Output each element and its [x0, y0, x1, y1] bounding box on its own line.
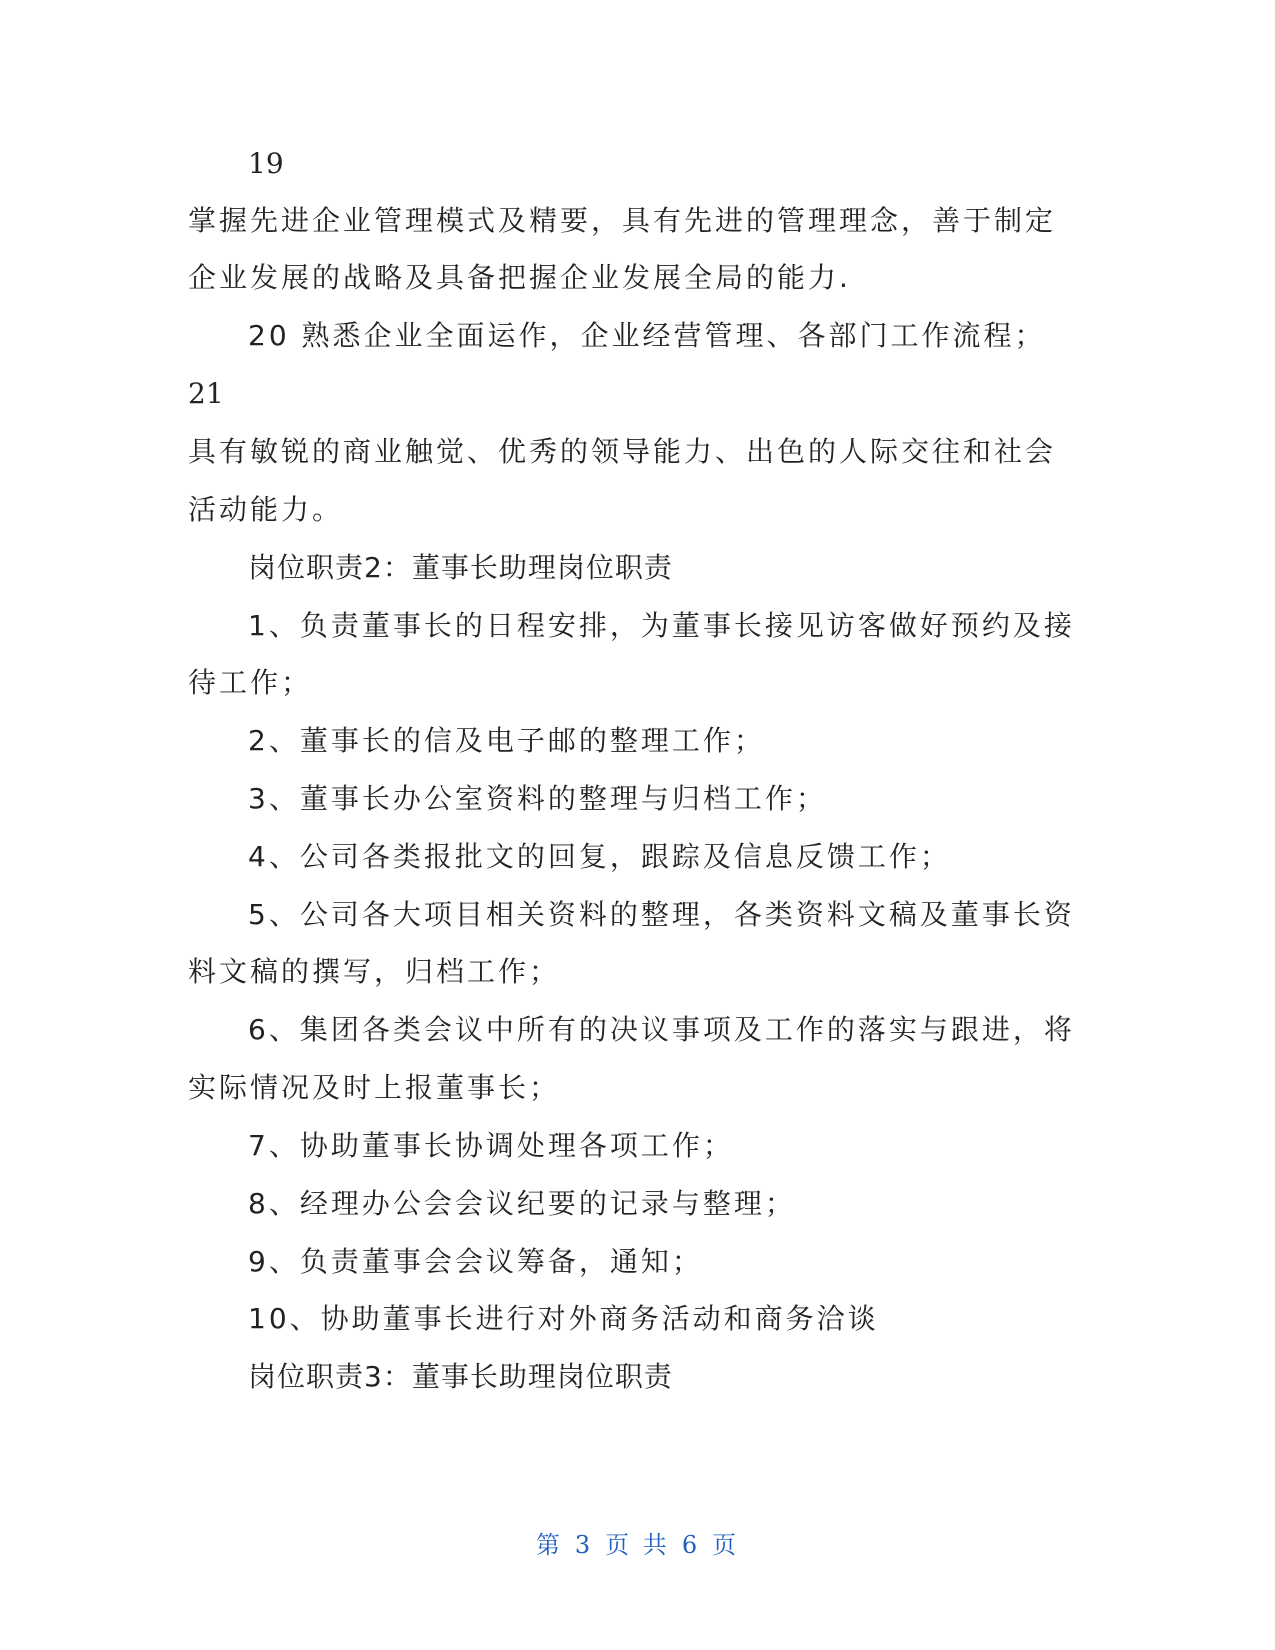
list-item: 4、公司各类报批文的回复，跟踪及信息反馈工作； [248, 840, 951, 873]
footer-prefix: 第 [535, 1531, 563, 1559]
list-item: 2、董事长的信及电子邮的整理工作； [248, 724, 765, 757]
list-item-continuation: 待工作； [188, 666, 313, 699]
list-item: 8、经理办公会会议纪要的记录与整理； [248, 1187, 796, 1220]
item-number-21: 21 [188, 377, 224, 410]
paragraph-line: 具有敏锐的商业触觉、优秀的领导能力、出色的人际交往和社会 [188, 435, 1057, 468]
paragraph-line: 20 熟悉企业全面运作，企业经营管理、各部门工作流程； [248, 319, 1046, 352]
list-item: 7、协助董事长协调处理各项工作； [248, 1129, 734, 1162]
paragraph-line: 企业发展的战略及具备把握企业发展全局的能力. [188, 261, 851, 294]
list-item-continuation: 实际情况及时上报董事长； [188, 1071, 561, 1104]
list-item: 5、公司各大项目相关资料的整理，各类资料文稿及董事长资 [248, 898, 1075, 931]
list-item: 10、协助董事长进行对外商务活动和商务洽谈 [248, 1302, 879, 1335]
paragraph-line: 活动能力。 [188, 493, 344, 526]
item-number-19: 19 [248, 147, 284, 180]
footer-middle: 页 共 [605, 1531, 670, 1559]
list-item-continuation: 料文稿的撰写，归档工作； [188, 955, 561, 988]
footer-total-pages: 6 [681, 1531, 701, 1559]
section-heading: 岗位职责2：董事长助理岗位职责 [248, 551, 673, 584]
list-item: 1、负责董事长的日程安排，为董事长接见访客做好预约及接 [248, 609, 1075, 642]
footer-suffix: 页 [712, 1531, 740, 1559]
page-footer [0, 1530, 1275, 1560]
list-item: 6、集团各类会议中所有的决议事项及工作的落实与跟进，将 [248, 1013, 1075, 1046]
footer-current-page: 3 [574, 1531, 594, 1559]
paragraph-line: 掌握先进企业管理模式及精要，具有先进的管理理念，善于制定 [188, 204, 1057, 237]
list-item: 3、董事长办公室资料的整理与归档工作； [248, 782, 827, 815]
section-heading: 岗位职责3：董事长助理岗位职责 [248, 1360, 673, 1393]
list-item: 9、负责董事会会议筹备，通知； [248, 1245, 703, 1278]
